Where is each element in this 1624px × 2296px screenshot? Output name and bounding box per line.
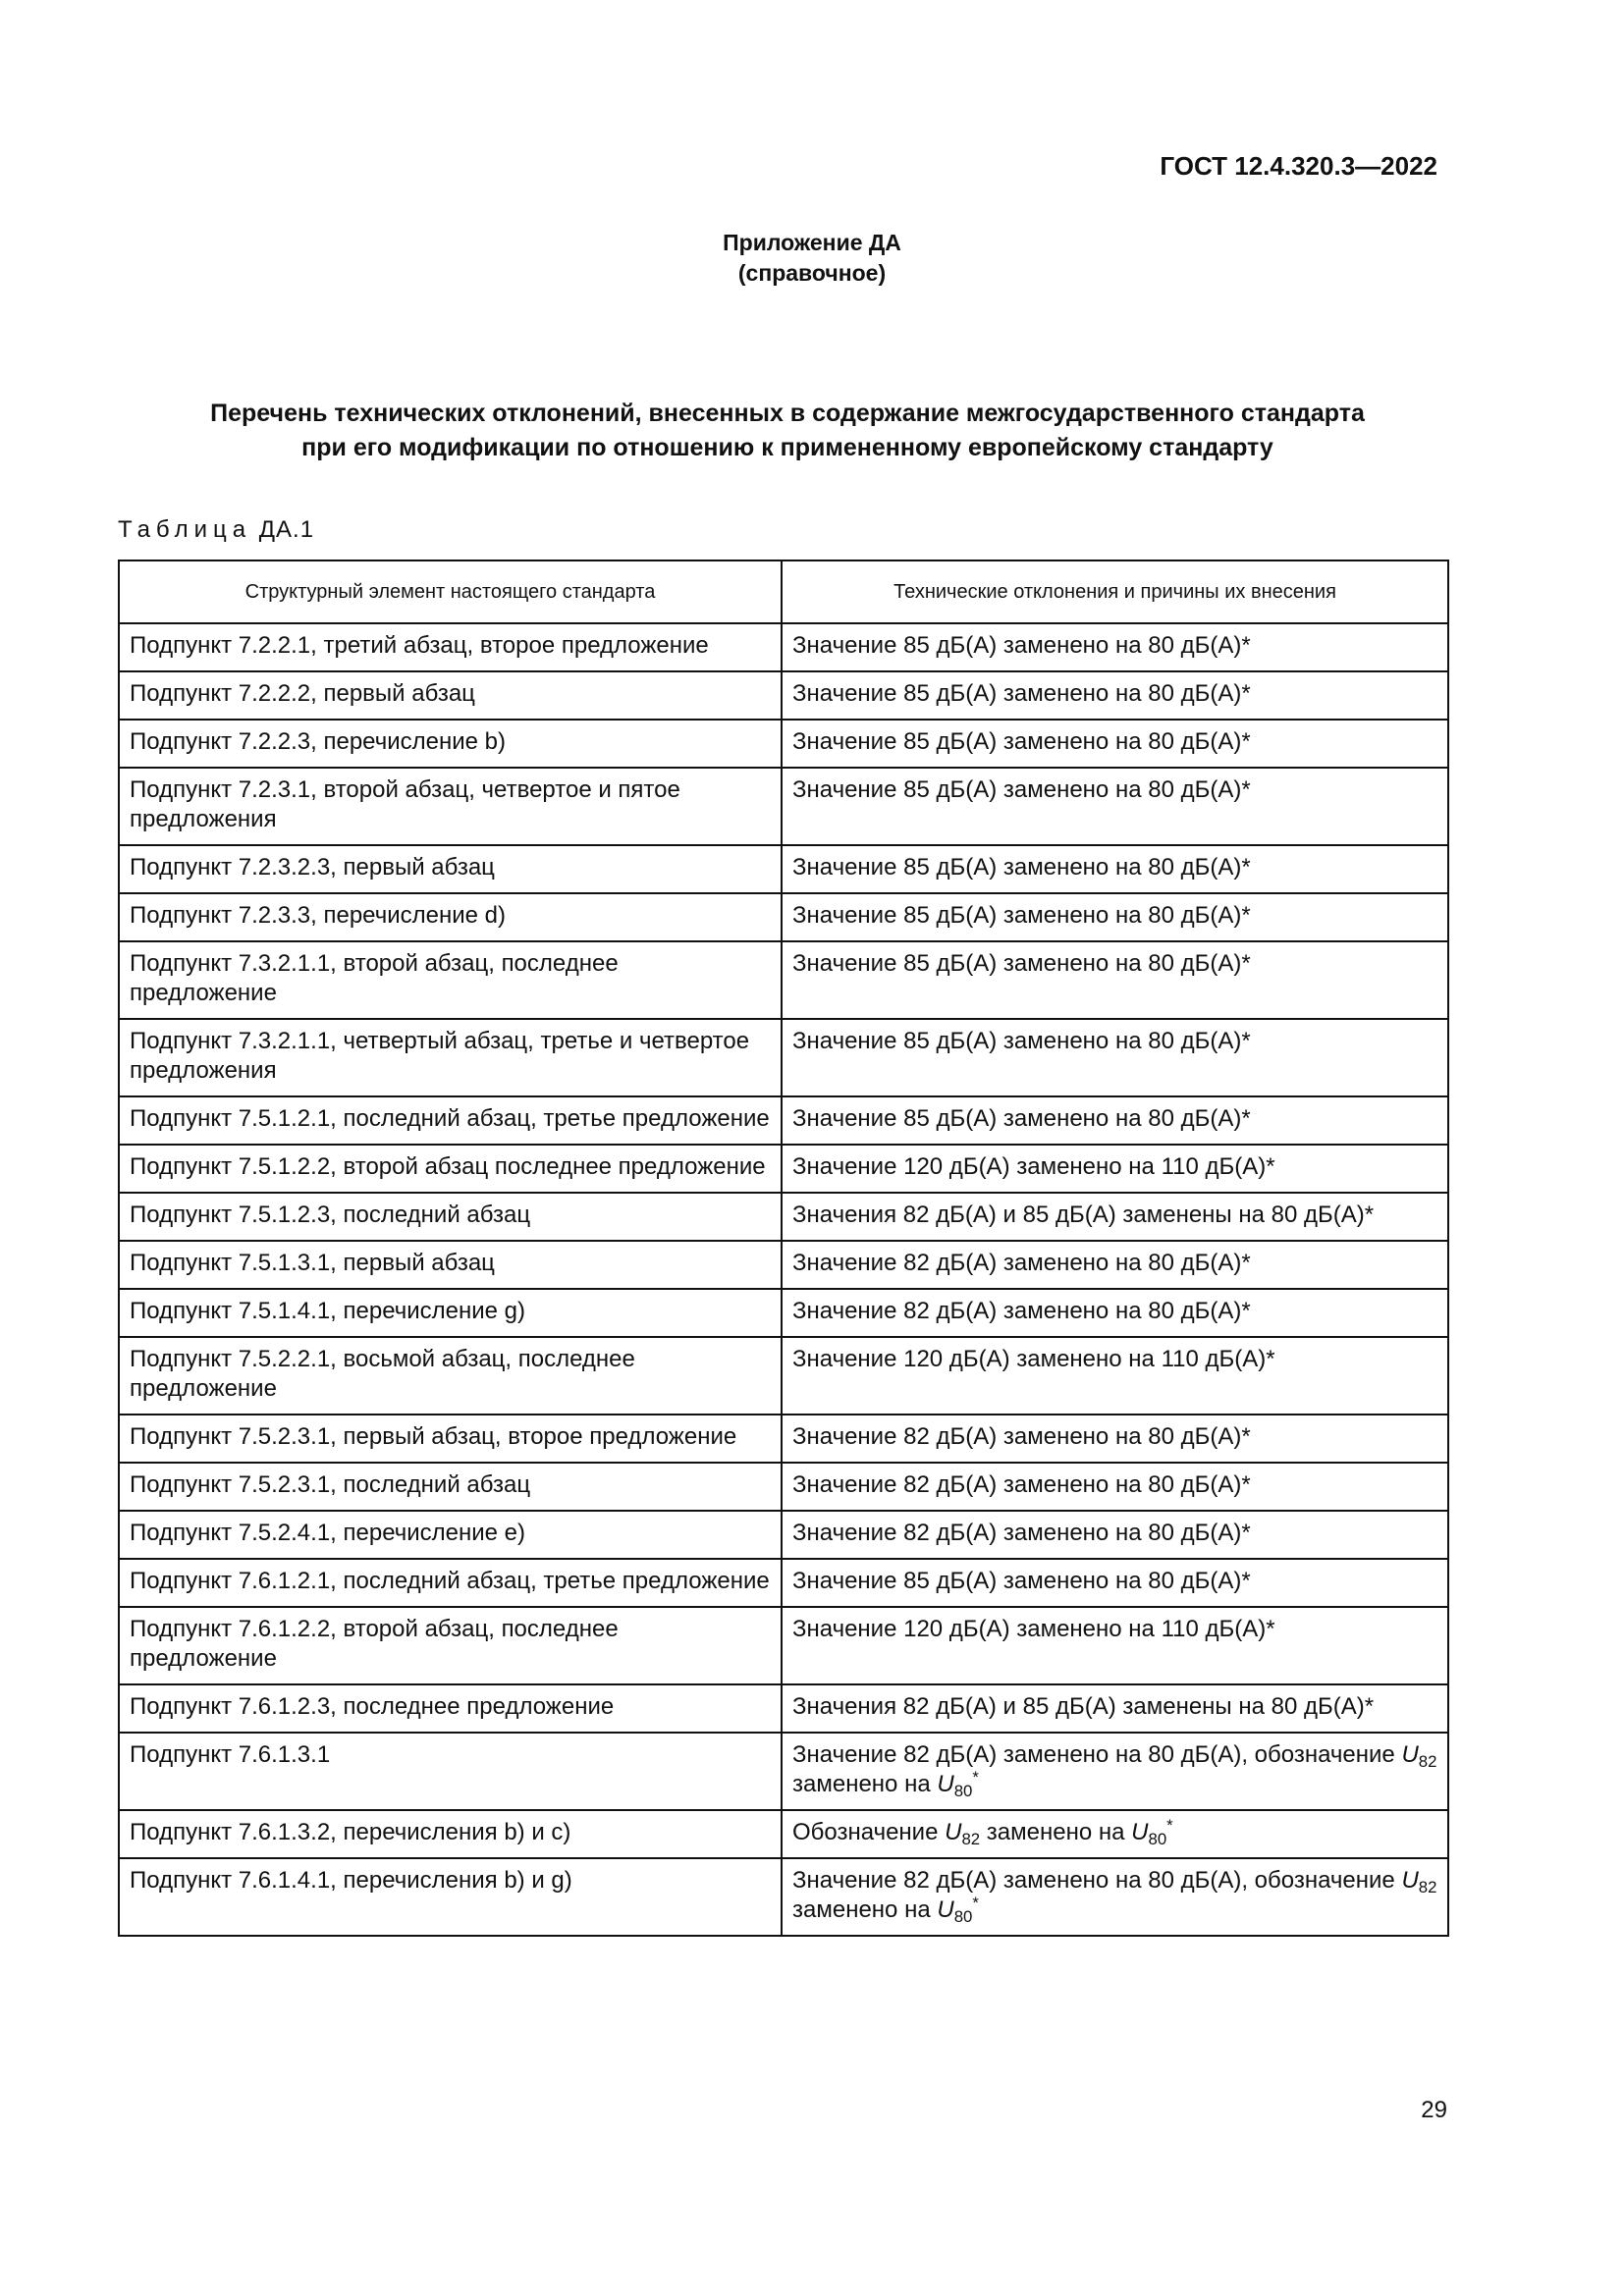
table-row (119, 623, 1448, 671)
element-cell: Подпункт 7.5.1.2.2, второй абзац последнее предложение (119, 1145, 782, 1193)
symbol-subscript: 80 (1148, 1830, 1167, 1849)
symbol-subscript: 80 (953, 1907, 973, 1927)
table-row (119, 893, 1448, 941)
element-cell: Подпункт 7.6.1.3.1 (119, 1733, 782, 1810)
deviation-cell: Значение 82 дБ(А) заменено на 80 дБ(А)* (782, 1241, 1448, 1289)
symbol-u: U (1131, 1819, 1149, 1845)
deviation-cell: Значение 120 дБ(А) заменено на 110 дБ(А)* (782, 1337, 1448, 1415)
footnote-mark: * (1166, 1816, 1173, 1835)
page-number: 29 (1421, 2097, 1447, 2123)
symbol-u: U (945, 1819, 962, 1845)
column-header-deviation: Технические отклонения и причины их внесения (782, 561, 1448, 623)
table-row (119, 1019, 1448, 1096)
deviation-cell: Значение 120 дБ(А) заменено на 110 дБ(А)* (782, 1145, 1448, 1193)
table-row (119, 845, 1448, 893)
table-row (119, 1559, 1448, 1607)
table-caption-id: ДА.1 (258, 516, 315, 543)
deviation-text: заменено на (792, 1771, 931, 1797)
element-cell: Подпункт 7.3.2.1.1, четвертый абзац, третье и четвертое предложения (119, 1019, 782, 1096)
table-caption-word: Таблица (118, 516, 252, 543)
table-row (119, 1289, 1448, 1337)
footnote-mark: * (972, 1894, 979, 1912)
element-cell: Подпункт 7.6.1.3.2, перечисления b) и c) (119, 1810, 782, 1858)
symbol-subscript: 82 (1418, 1752, 1437, 1772)
element-cell: Подпункт 7.5.2.3.1, первый абзац, второе предложение (119, 1415, 782, 1463)
deviation-cell (782, 1810, 1448, 1858)
appendix-heading (0, 228, 1624, 289)
table-row (119, 1463, 1448, 1511)
element-cell: Подпункт 7.6.1.4.1, перечисления b) и g) (119, 1858, 782, 1936)
document-title-line-1: Перечень технических отклонений, внесенных в содержание межгосударственного стандарта (210, 400, 1365, 427)
element-cell: Подпункт 7.6.1.2.1, последний абзац, третье предложение (119, 1559, 782, 1607)
table-row (119, 1810, 1448, 1858)
table-body (119, 623, 1448, 1936)
symbol-u: U (937, 1771, 954, 1797)
deviation-cell: Значение 85 дБ(А) заменено на 80 дБ(А)* (782, 1559, 1448, 1607)
deviation-text: Обозначение (792, 1819, 939, 1845)
element-cell: Подпункт 7.2.2.1, третий абзац, второе предложение (119, 623, 782, 671)
element-cell: Подпункт 7.6.1.2.2, второй абзац, последнее предложение (119, 1607, 782, 1684)
table-row (119, 1511, 1448, 1559)
column-header-element: Структурный элемент настоящего стандарта (119, 561, 782, 623)
deviation-cell: Значение 120 дБ(А) заменено на 110 дБ(А)* (782, 1607, 1448, 1684)
table-row (119, 1684, 1448, 1733)
table-row (119, 720, 1448, 768)
symbol-u: U (1401, 1867, 1419, 1894)
deviation-cell: Значение 85 дБ(А) заменено на 80 дБ(А)* (782, 671, 1448, 720)
element-cell: Подпункт 7.2.3.3, перечисление d) (119, 893, 782, 941)
table-row (119, 1415, 1448, 1463)
deviation-cell: Значение 82 дБ(А) заменено на 80 дБ(А)* (782, 1511, 1448, 1559)
table-row (119, 1145, 1448, 1193)
table-row (119, 1241, 1448, 1289)
symbol-subscript: 82 (961, 1830, 981, 1849)
deviation-cell: Значение 85 дБ(А) заменено на 80 дБ(А)* (782, 893, 1448, 941)
element-cell: Подпункт 7.6.1.2.3, последнее предложение (119, 1684, 782, 1733)
deviation-cell: Значения 82 дБ(А) и 85 дБ(А) заменены на 80 дБ(А)* (782, 1193, 1448, 1241)
deviation-text: заменено на (986, 1819, 1125, 1845)
document-title-line-2: при его модификации по отношению к примененному европейскому стандарту (301, 434, 1273, 461)
element-cell: Подпункт 7.5.2.2.1, восьмой абзац, последнее предложение (119, 1337, 782, 1415)
deviation-cell: Значение 85 дБ(А) заменено на 80 дБ(А)* (782, 623, 1448, 671)
table-row (119, 941, 1448, 1019)
table-caption (118, 516, 314, 544)
deviation-cell: Значение 82 дБ(А) заменено на 80 дБ(А)* (782, 1463, 1448, 1511)
standard-code: ГОСТ 12.4.320.3—2022 (1160, 151, 1437, 181)
deviation-cell (782, 1858, 1448, 1936)
deviations-table (118, 560, 1449, 1937)
appendix-title: Приложение ДА (723, 230, 901, 255)
appendix-subtitle: (справочное) (737, 260, 887, 286)
table-row (119, 768, 1448, 845)
document-title (118, 397, 1457, 465)
symbol-u: U (937, 1896, 954, 1923)
deviation-text: Значение 82 дБ(А) заменено на 80 дБ(А), обозначение (792, 1867, 1395, 1894)
deviation-cell: Значение 85 дБ(А) заменено на 80 дБ(А)* (782, 845, 1448, 893)
deviation-cell: Значение 85 дБ(А) заменено на 80 дБ(А)* (782, 1019, 1448, 1096)
table-header-row (119, 561, 1448, 623)
symbol-subscript: 82 (1418, 1878, 1437, 1897)
deviation-cell: Значение 85 дБ(А) заменено на 80 дБ(А)* (782, 720, 1448, 768)
element-cell: Подпункт 7.3.2.1.1, второй абзац, последнее предложение (119, 941, 782, 1019)
deviation-cell: Значение 85 дБ(А) заменено на 80 дБ(А)* (782, 1096, 1448, 1145)
element-cell: Подпункт 7.5.1.2.1, последний абзац, третье предложение (119, 1096, 782, 1145)
deviation-cell (782, 1733, 1448, 1810)
element-cell: Подпункт 7.2.2.3, перечисление b) (119, 720, 782, 768)
table-row (119, 1096, 1448, 1145)
table-row (119, 1858, 1448, 1936)
element-cell: Подпункт 7.2.2.2, первый абзац (119, 671, 782, 720)
deviation-cell: Значение 85 дБ(А) заменено на 80 дБ(А)* (782, 768, 1448, 845)
footnote-mark: * (972, 1768, 979, 1787)
element-cell: Подпункт 7.5.1.3.1, первый абзац (119, 1241, 782, 1289)
symbol-u: U (1401, 1741, 1419, 1768)
deviation-cell: Значение 85 дБ(А) заменено на 80 дБ(А)* (782, 941, 1448, 1019)
deviation-text: Значение 82 дБ(А) заменено на 80 дБ(А), обозначение (792, 1741, 1395, 1768)
element-cell: Подпункт 7.2.3.2.3, первый абзац (119, 845, 782, 893)
table-row (119, 671, 1448, 720)
element-cell: Подпункт 7.5.2.3.1, последний абзац (119, 1463, 782, 1511)
element-cell: Подпункт 7.5.1.4.1, перечисление g) (119, 1289, 782, 1337)
element-cell: Подпункт 7.5.2.4.1, перечисление e) (119, 1511, 782, 1559)
deviation-cell: Значение 82 дБ(А) заменено на 80 дБ(А)* (782, 1289, 1448, 1337)
table-row (119, 1607, 1448, 1684)
deviation-text: заменено на (792, 1896, 931, 1923)
table-row (119, 1337, 1448, 1415)
deviation-cell: Значение 82 дБ(А) заменено на 80 дБ(А)* (782, 1415, 1448, 1463)
table-row (119, 1733, 1448, 1810)
table-row (119, 1193, 1448, 1241)
deviation-cell: Значения 82 дБ(А) и 85 дБ(А) заменены на 80 дБ(А)* (782, 1684, 1448, 1733)
element-cell: Подпункт 7.5.1.2.3, последний абзац (119, 1193, 782, 1241)
element-cell: Подпункт 7.2.3.1, второй абзац, четвертое и пятое предложения (119, 768, 782, 845)
symbol-subscript: 80 (953, 1782, 973, 1801)
